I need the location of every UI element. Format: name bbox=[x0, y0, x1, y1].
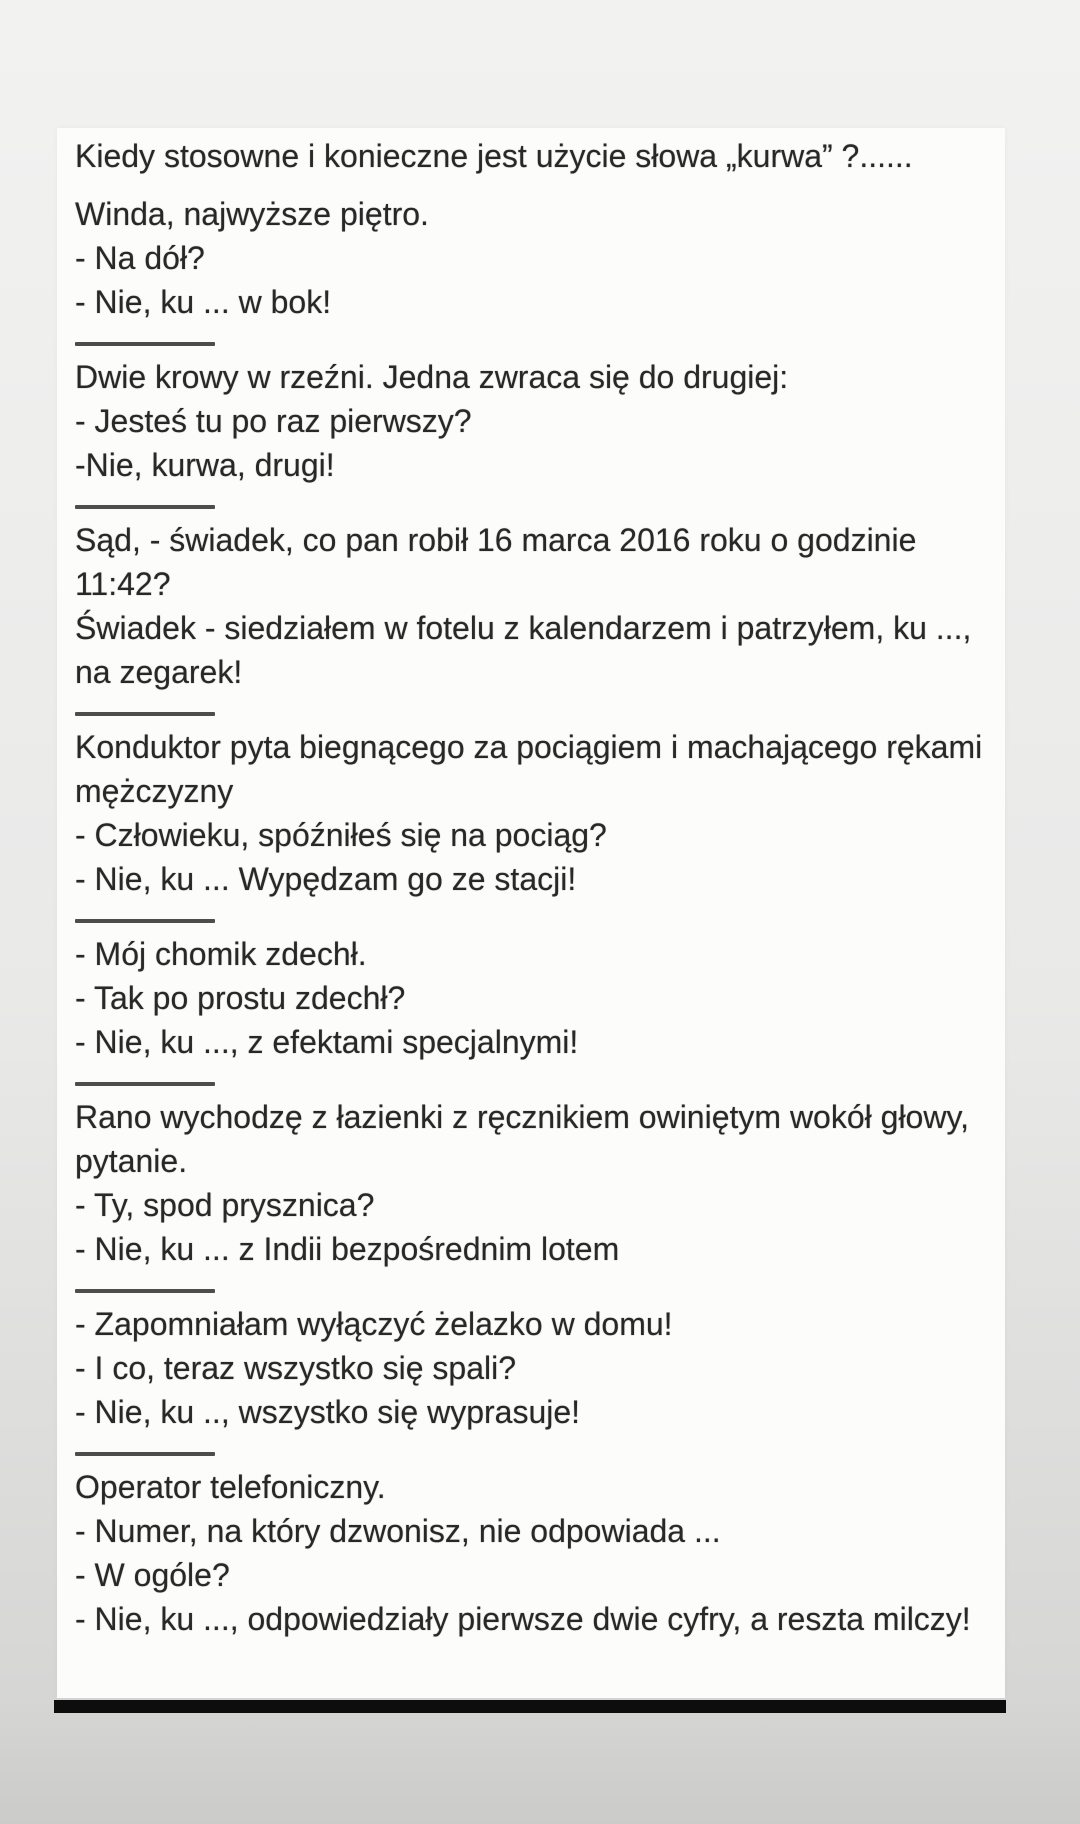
joke-line: Dwie krowy w rzeźni. Jedna zwraca się do drugiej: bbox=[75, 359, 789, 395]
joke-line: - Nie, ku ..., odpowiedziały pierwsze dwie cyfry, a reszta milczy! bbox=[75, 1601, 971, 1637]
joke-block bbox=[75, 1465, 995, 1641]
joke-block bbox=[75, 725, 995, 901]
joke-line: - Nie, ku ... z Indii bezpośrednim lotem bbox=[75, 1231, 620, 1267]
joke-block bbox=[75, 1095, 995, 1271]
joke-separator bbox=[75, 1289, 215, 1293]
joke-separator bbox=[75, 505, 215, 509]
page-title: Kiedy stosowne i konieczne jest użycie słowa „kurwa” ?...... bbox=[75, 138, 913, 174]
joke-block bbox=[75, 355, 995, 487]
joke-line: - I co, teraz wszystko się spali? bbox=[75, 1350, 517, 1386]
joke-line: Konduktor pyta biegnącego za pociągiem i machającego rękami mężczyzny bbox=[75, 729, 983, 809]
joke-block bbox=[75, 518, 995, 694]
joke-line: - Ty, spod prysznica? bbox=[75, 1187, 375, 1223]
joke-line: - Nie, ku ... w bok! bbox=[75, 284, 332, 320]
joke-line: Świadek - siedziałem w fotelu z kalendarzem i patrzyłem, ku ..., na zegarek! bbox=[75, 610, 972, 690]
bottom-black-bar bbox=[54, 1700, 1006, 1713]
joke-line: -Nie, kurwa, drugi! bbox=[75, 447, 335, 483]
joke-separator bbox=[75, 342, 215, 346]
joke-block bbox=[75, 192, 995, 324]
joke-separator bbox=[75, 1082, 215, 1086]
joke-line: Operator telefoniczny. bbox=[75, 1469, 386, 1505]
joke-block bbox=[75, 932, 995, 1064]
joke-separator bbox=[75, 712, 215, 716]
joke-line: - Człowieku, spóźniłeś się na pociąg? bbox=[75, 817, 607, 853]
joke-line: - Jesteś tu po raz pierwszy? bbox=[75, 403, 472, 439]
joke-line: - Nie, ku ... Wypędzam go ze stacji! bbox=[75, 861, 577, 897]
joke-line: - Nie, ku .., wszystko się wyprasuje! bbox=[75, 1394, 581, 1430]
joke-line: Winda, najwyższe piętro. bbox=[75, 196, 429, 232]
joke-line: - Zapomniałam wyłączyć żelazko w domu! bbox=[75, 1306, 673, 1342]
joke-line: - Mój chomik zdechł. bbox=[75, 936, 367, 972]
joke-separator bbox=[75, 1452, 215, 1456]
joke-line: Sąd, - świadek, co pan robił 16 marca 2016 roku o godzinie 11:42? bbox=[75, 522, 917, 602]
jokes-list bbox=[75, 192, 995, 1641]
text-page bbox=[57, 128, 1005, 1698]
joke-line: - W ogóle? bbox=[75, 1557, 230, 1593]
joke-line: - Numer, na który dzwonisz, nie odpowiada ... bbox=[75, 1513, 721, 1549]
joke-line: - Na dół? bbox=[75, 240, 205, 276]
joke-separator bbox=[75, 919, 215, 923]
joke-line: Rano wychodzę z łazienki z ręcznikiem owiniętym wokół głowy, pytanie. bbox=[75, 1099, 969, 1179]
joke-line: - Nie, ku ..., z efektami specjalnymi! bbox=[75, 1024, 579, 1060]
joke-block bbox=[75, 1302, 995, 1434]
joke-line: - Tak po prostu zdechł? bbox=[75, 980, 406, 1016]
